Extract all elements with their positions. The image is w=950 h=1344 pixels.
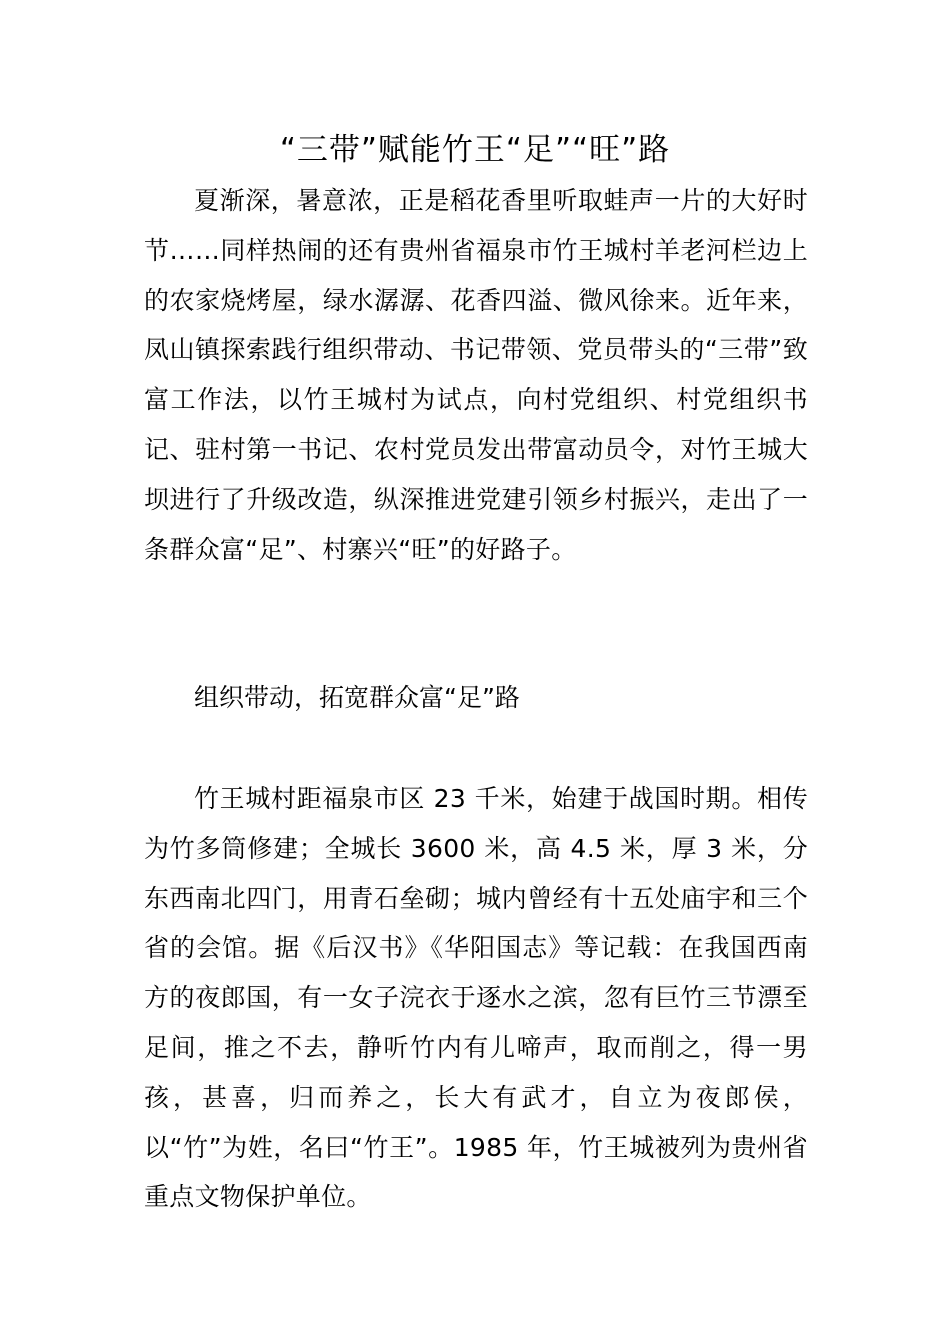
intro-paragraph: 夏渐深，暑意浓，正是稻花香里听取蛙声一片的大好时节……同样热闹的还有贵州省福泉市竹王城村羊老河栏边上的农家烧烤屋，绿水潺潺、花香四溢、微风徐来。近年来，凤山镇探索践行组织带动、书记带领、党员带头的“三带”致富工作法，以竹王城村为试点，向村党组织、村党组织书记、驻村第一书记、农村党员发出带富动员令，对竹王城大坝进行了升级改造，纵深推进党建引领乡村振兴，走出了一条群众富“足”、村寨兴“旺”的好路子。: [144, 186, 808, 564]
section-heading: 组织带动，拓宽群众富“足”路: [194, 683, 520, 712]
section-paragraph: 竹王城村距福泉市区 23 千米，始建于战国时期。相传为竹多筒修建；全城长 3600 米，高 4.5 米，厚 3 米，分东西南北四门，用青石垒砌；城内曾经有十五处庙宇和三个省的会馆。据《后汉书》《华阳国志》等记载：在我国西南方的夜郎国，有一女子浣衣于逐水之滨，忽有巨竹三节漂至足间，推之不去，静听竹内有儿啼声，取而削之，得一男孩，甚喜，归而养之，长大有武才，自立为夜郎侯，以“竹”为姓，名曰“竹王”。1985 年，竹王城被列为贵州省重点文物保护单位。: [144, 784, 808, 1212]
document-title: “三带”赋能竹王“足”“旺”路: [279, 132, 671, 168]
